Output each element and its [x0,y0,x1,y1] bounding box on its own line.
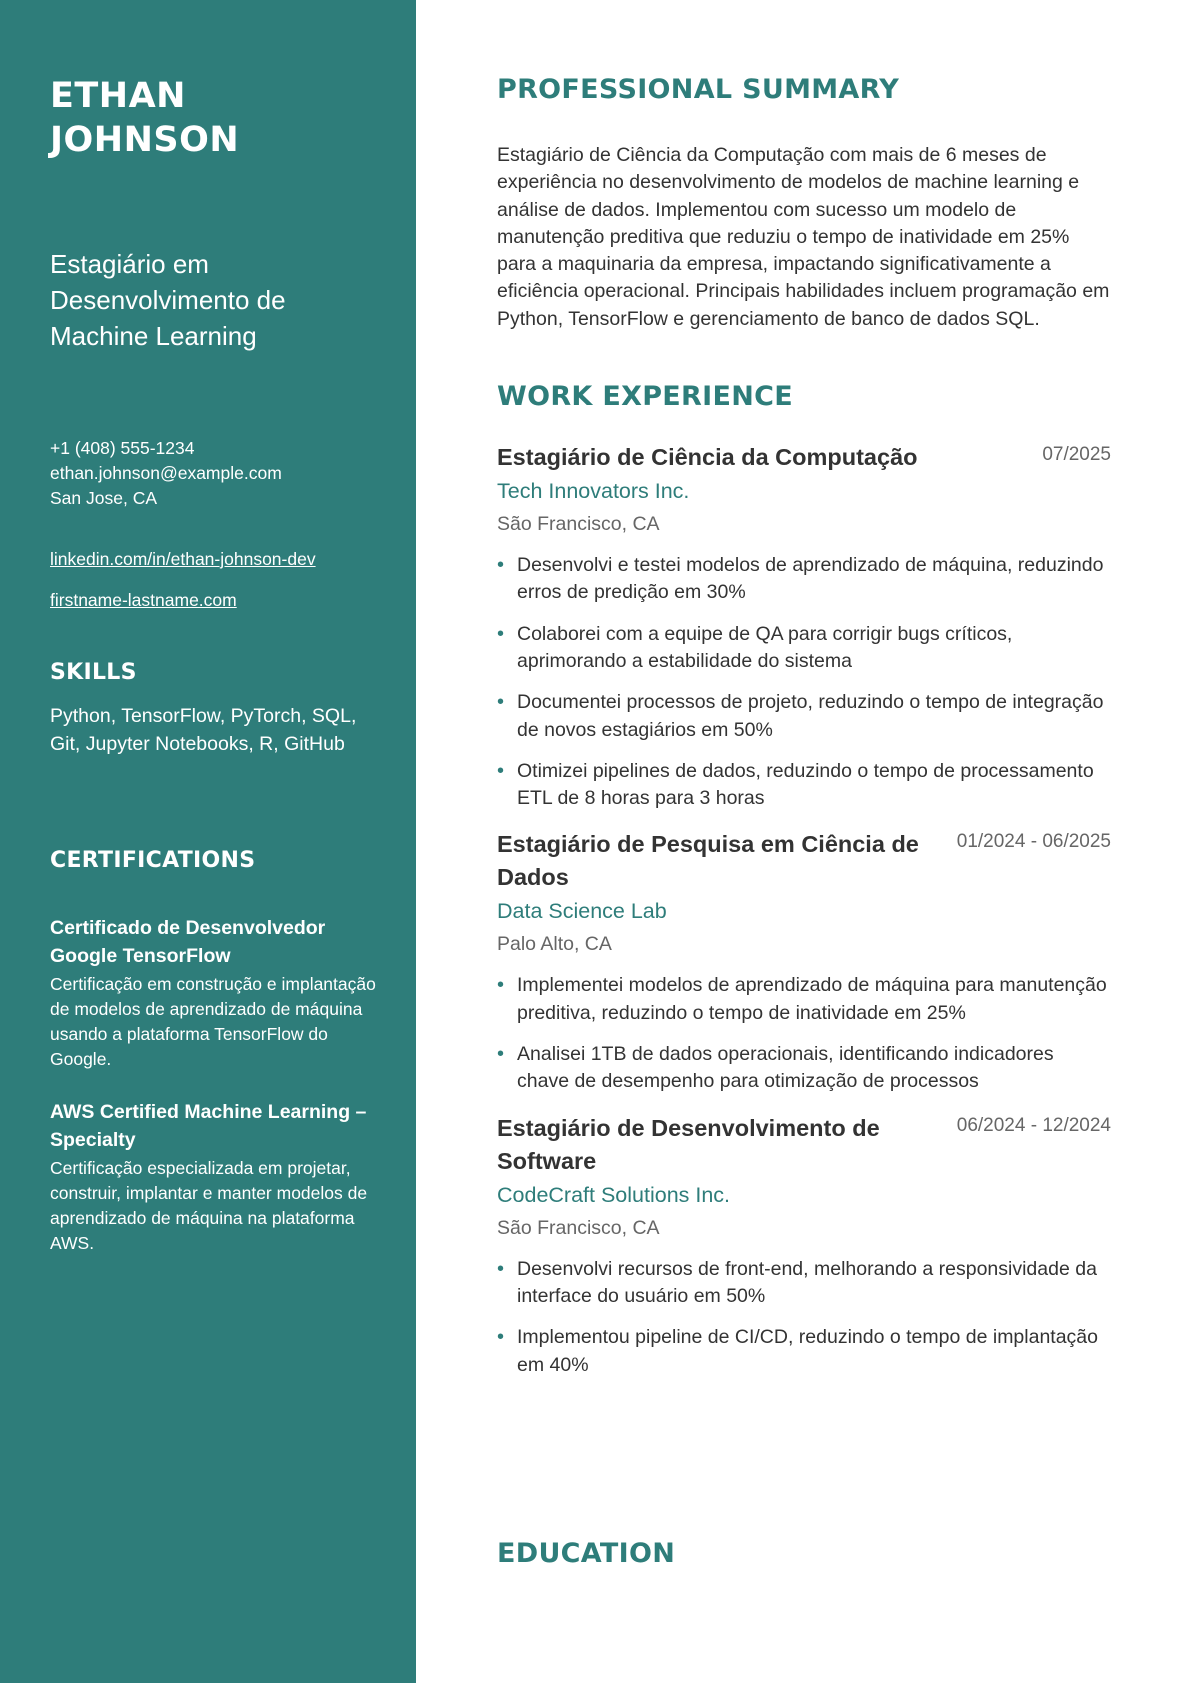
certification-description: Certificação em construção e implantação de modelos de aprendizado de máquina usando a plataforma TensorFlow do Google. [50,974,376,1069]
job-date: 01/2024 - 06/2025 [956,831,1111,853]
job-location: São Francisco, CA [497,1216,660,1239]
job-bullet-text: Desenvolvi e testei modelos de aprendizado de máquina, reduzindo erros de predição em 30% [517,554,1104,604]
bullet-dot-icon: • [497,974,505,997]
job-bullet [497,1324,1111,1379]
certifications-list [50,914,376,1256]
job-bullet [497,758,1111,813]
contact-phone: +1 (408) 555-1234 [50,438,195,458]
bullet-dot-icon: • [497,554,505,577]
job-bullets [497,972,1111,1095]
education-heading: EDUCATION [497,1538,676,1569]
job-entry [497,828,1111,1095]
job-bullets [497,552,1111,812]
job-date: 06/2024 - 12/2024 [956,1114,1111,1136]
summary-heading: PROFESSIONAL SUMMARY [497,74,900,105]
candidate-headline: Estagiário em Desenvolvimento de Machine Learning [50,249,286,351]
job-bullet [497,552,1111,607]
main-content [497,0,1111,1683]
job-date: 07/2025 [1042,444,1111,466]
website-link[interactable]: firstname-lastname.com [50,590,237,610]
job-bullet-text: Implementei modelos de aprendizado de máquina para manutenção preditiva, reduzindo o tempo de inatividade em 25% [517,974,1107,1024]
job-company: Tech Innovators Inc. [497,479,690,504]
job-header [497,828,1111,894]
bullet-dot-icon: • [497,691,505,714]
bullet-dot-icon: • [497,1326,505,1349]
job-bullet-text: Desenvolvi recursos de front-end, melhorando a responsividade da interface do usuário em 50% [517,1257,1097,1307]
job-entry [497,441,1111,812]
links-block [50,547,376,613]
job-bullet [497,1041,1111,1096]
candidate-name: ETHAN JOHNSON [50,76,240,160]
job-bullet-text: Implementou pipeline de CI/CD, reduzindo o tempo de implantação em 40% [517,1326,1099,1376]
jobs-list [497,441,1111,1379]
job-header [497,1112,1111,1178]
certifications-heading: CERTIFICATIONS [50,848,256,873]
job-bullet [497,1256,1111,1311]
job-bullet [497,689,1111,744]
job-company: Data Science Lab [497,899,667,924]
job-title: Estagiário de Desenvolvimento de Software [497,1114,880,1174]
certification-title: Certificado de Desenvolvedor Google TensorFlow [50,917,326,967]
job-bullet-text: Documentei processos de projeto, reduzindo o tempo de integração de novos estagiários em 50% [517,691,1104,741]
bullet-dot-icon: • [497,1257,505,1280]
job-bullet-text: Otimizei pipelines de dados, reduzindo o tempo de processamento ETL de 8 horas para 3 horas [517,759,1094,810]
bullet-dot-icon: • [497,1043,505,1066]
job-location: São Francisco, CA [497,513,660,536]
certification-title: AWS Certified Machine Learning – Specialty [50,1101,367,1151]
contact-location: San Jose, CA [50,488,157,508]
job-entry [497,1112,1111,1379]
job-bullets [497,1256,1111,1379]
summary-text: Estagiário de Ciência da Computação com mais de 6 meses de experiência no desenvolvimento de modelos de machine learning e análise de dados. Implementou com sucesso um modelo de manutenção preditiva que reduziu o tempo de inatividade em 25% para a maquinaria da empresa, impactando significativamente a eficiência operacional. Principais habilidades incluem programação em Python, TensorFlow e gerenciamento de banco de dados SQL. [497,144,1110,330]
bullet-dot-icon: • [497,759,505,782]
job-company: CodeCraft Solutions Inc. [497,1182,731,1207]
contact-block [50,436,376,511]
work-experience-heading: WORK EXPERIENCE [497,381,793,413]
skills-heading: SKILLS [50,660,137,685]
certification-item [50,914,376,1072]
bullet-dot-icon: • [497,622,505,645]
skills-list: Python, TensorFlow, PyTorch, SQL, Git, Jupyter Notebooks, R, GitHub [50,705,357,755]
job-header [497,441,1111,474]
job-bullet [497,972,1111,1027]
job-location: Palo Alto, CA [497,933,612,956]
job-bullet-text: Colaborei com a equipe de QA para corrigir bugs críticos, aprimorando a estabilidade do sistema [517,622,1013,672]
linkedin-link[interactable]: linkedin.com/in/ethan-johnson-dev [50,549,316,569]
job-title: Estagiário de Pesquisa em Ciência de Dados [497,831,919,891]
job-bullet-text: Analisei 1TB de dados operacionais, identificando indicadores chave de desempenho para otimização de processos [517,1043,1054,1093]
certification-description: Certificação especializada em projetar, construir, implantar e manter modelos de aprendizado de máquina na plataforma AWS. [50,1158,368,1253]
sidebar [0,0,416,1683]
job-bullet [497,621,1111,676]
contact-email: ethan.johnson@example.com [50,463,282,483]
certification-item [50,1098,376,1256]
job-title: Estagiário de Ciência da Computação [497,444,918,471]
